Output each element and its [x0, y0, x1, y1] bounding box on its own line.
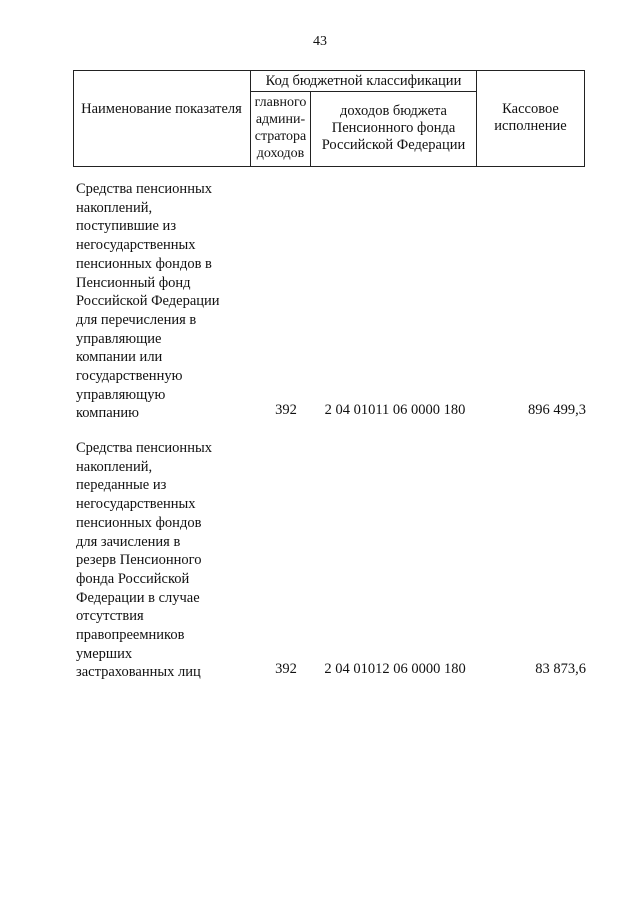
row-budget-code: 2 04 01011 06 0000 180 — [324, 402, 466, 418]
header-border-left — [73, 71, 74, 166]
row-name: Средства пенсионных накоплений, переданные из негосударственных пенсионных фондов для зачисления в резерв Пенсионного фонда Российской Федерации в случае отсутствия правопреемников умерших застрахованных лиц — [76, 440, 212, 681]
header-name-col: Наименование показателя — [81, 101, 242, 117]
header-income-line: Российской Федерации — [321, 137, 466, 153]
header-admin-col — [251, 94, 310, 162]
table-row — [73, 180, 593, 425]
header-admin-line: стратора — [254, 129, 307, 144]
row-value: 896 499,3 — [528, 402, 586, 418]
header-execution-line: исполнение — [494, 118, 567, 134]
page-number: 43 — [313, 34, 327, 49]
header-group-underline — [250, 91, 476, 92]
row-budget-code: 2 04 01012 06 0000 180 — [324, 661, 466, 677]
row-name: Средства пенсионных накоплений, поступившие из негосударственных пенсионных фондов в Пенсионный фонд Российской Федерации для перечисления в управляющие компании или государственную управляющую компанию — [76, 181, 220, 422]
header-execution-line: Кассовое — [502, 101, 559, 117]
row-value: 83 873,6 — [535, 661, 586, 677]
header-admin-line: доходов — [256, 146, 305, 161]
header-execution-col — [477, 101, 584, 135]
table-row — [73, 439, 593, 684]
table-header — [73, 70, 585, 167]
header-income-line: Пенсионного фонда — [331, 120, 456, 136]
header-admin-line: админи- — [255, 112, 306, 127]
header-income-line: доходов бюджета — [340, 103, 447, 119]
row-admin-code: 392 — [275, 661, 297, 677]
header-budget-code-group: Код бюджетной классификации — [265, 73, 462, 89]
row-admin-code: 392 — [275, 402, 297, 418]
header-admin-line: главного — [254, 95, 307, 110]
header-border-right — [584, 71, 585, 166]
header-income-col — [311, 103, 476, 154]
